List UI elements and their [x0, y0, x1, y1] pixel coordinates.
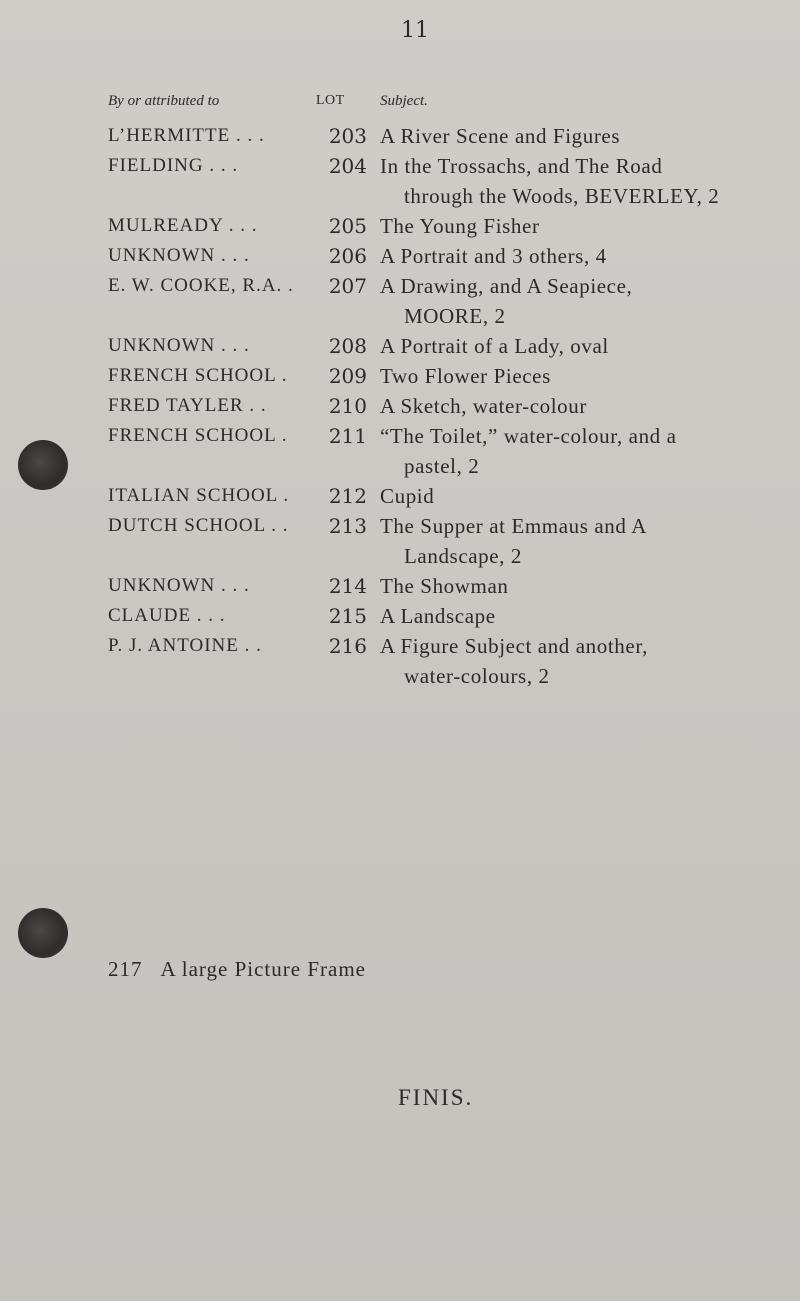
lot-number: 213	[328, 514, 367, 538]
subject-line: The Supper at Emmaus and A	[380, 514, 647, 538]
subject-line: MOORE, 2	[404, 304, 506, 328]
lot-number: 206	[328, 244, 367, 268]
lot-subject	[380, 271, 780, 331]
binding-hole	[18, 440, 68, 490]
binding-hole	[18, 908, 68, 958]
lot-subject	[380, 121, 780, 151]
lot-subject	[380, 421, 780, 481]
subject-line: through the Woods, BEVERLEY, 2	[404, 184, 720, 208]
lot-number: 205	[328, 214, 367, 238]
artist-name: FIELDING . . .	[108, 155, 239, 176]
lot-number: 217	[108, 957, 143, 981]
artist-name: ITALIAN SCHOOL .	[108, 485, 290, 506]
lot-number: 204	[328, 154, 367, 178]
artist-name: FRED TAYLER . .	[108, 395, 267, 416]
header-lot: LOT	[316, 93, 345, 108]
artist-name: FRENCH SCHOOL .	[108, 365, 288, 386]
subject-line: A Portrait and 3 others, 4	[380, 244, 607, 268]
subject-line: Cupid	[380, 484, 435, 508]
subject-line: A Sketch, water-colour	[380, 394, 587, 418]
artist-name: MULREADY . . .	[108, 215, 258, 236]
lot-number: 207	[328, 274, 367, 298]
subject-line: Two Flower Pieces	[380, 364, 551, 388]
artist-name: FRENCH SCHOOL .	[108, 425, 288, 446]
subject-line: A Figure Subject and another,	[380, 634, 648, 658]
artist-name: UNKNOWN . . .	[108, 245, 250, 266]
lot-subject: A large Picture Frame	[160, 957, 366, 981]
lot-subject	[380, 631, 780, 691]
artist-name: CLAUDE . . .	[108, 605, 226, 626]
lot-subject	[380, 211, 780, 241]
lot-subject	[380, 151, 780, 211]
artist-name: L’HERMITTE . . .	[108, 125, 265, 146]
subject-line: water-colours, 2	[404, 664, 550, 688]
subject-line: A River Scene and Figures	[380, 124, 621, 148]
final-lot	[108, 957, 366, 982]
lot-number: 212	[328, 484, 367, 508]
lot-number: 210	[328, 394, 367, 418]
subject-line: Landscape, 2	[404, 544, 522, 568]
subject-line: A Portrait of a Lady, oval	[380, 334, 609, 358]
lot-subject	[380, 391, 780, 421]
lot-subject	[380, 241, 780, 271]
subject-line: A Drawing, and A Seapiece,	[380, 274, 633, 298]
subject-line: pastel, 2	[404, 454, 480, 478]
lot-number: 208	[328, 334, 367, 358]
lot-number: 211	[328, 424, 367, 448]
lot-subject	[380, 511, 780, 571]
lot-subject	[380, 571, 780, 601]
lot-number: 215	[328, 604, 367, 628]
subject-line: The Showman	[380, 574, 509, 598]
lot-subject	[380, 361, 780, 391]
finis-text: FINIS.	[398, 1085, 474, 1110]
lot-number: 214	[328, 574, 367, 598]
page-number: 11	[401, 18, 429, 43]
lot-subject	[380, 331, 780, 361]
header-attributed: By or attributed to	[108, 93, 220, 109]
subject-line: “The Toilet,” water-colour, and a	[380, 424, 677, 448]
header-subject: Subject.	[380, 93, 428, 109]
artist-name: UNKNOWN . . .	[108, 335, 250, 356]
lot-number: 203	[328, 124, 367, 148]
artist-name: E. W. COOKE, R.A. .	[108, 275, 294, 296]
lot-number: 209	[328, 364, 367, 388]
subject-line: In the Trossachs, and The Road	[380, 154, 663, 178]
artist-name: DUTCH SCHOOL . .	[108, 515, 289, 536]
lot-subject	[380, 601, 780, 631]
subject-line: A Landscape	[380, 604, 496, 628]
artist-name: P. J. ANTOINE . .	[108, 635, 262, 656]
artist-name: UNKNOWN . . .	[108, 575, 250, 596]
subject-line: The Young Fisher	[380, 214, 540, 238]
lot-number: 216	[328, 634, 367, 658]
lot-subject	[380, 481, 780, 511]
